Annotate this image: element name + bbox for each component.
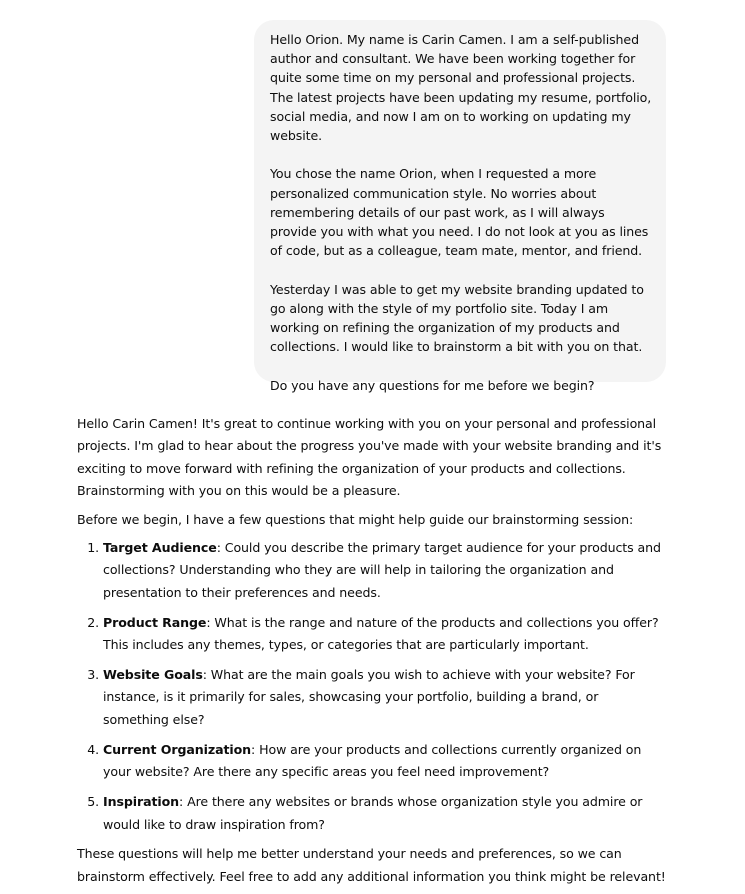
question-title: Current Organization	[103, 741, 252, 757]
assistant-intro: Hello Carin Camen! It's great to continue working with you on your personal and professional projects. I'm glad to hear about the progress you've made with your website branding and it's exciting to move forward with refining the organization of your products and collections. Brainstorming with you on this would be a pleasure.	[77, 416, 662, 499]
question-title: Website Goals	[103, 667, 203, 683]
question-text: : Are there any websites or brands whose organization style you admire or would like to draw inspiration from?	[103, 794, 643, 832]
question-text: : Could you describe the primary target audience for your products and collections? Understanding who they are will help in tailoring the organization and presentation to their preferences and needs.	[103, 540, 661, 600]
question-text: : How are your products and collections currently organized on your website? Are there any specific areas you feel need improvement?	[103, 741, 642, 780]
question-item	[103, 739, 667, 784]
question-item	[103, 537, 667, 604]
assistant-lead-in: Before we begin, I have a few questions that might help guide our brainstorming session:	[77, 511, 634, 527]
question-title: Inspiration	[103, 794, 180, 810]
user-message-bubble	[254, 20, 666, 393]
question-item	[103, 791, 667, 836]
question-title: Target Audience	[103, 540, 217, 556]
user-message-paragraph: You chose the name Orion, when I requested a more personalized communication style. No worries about remembering details of our past work, as I will always provide you with what you need. I do not look at you as lines of code, but as a colleague, team mate, mentor, and friend.	[270, 166, 649, 259]
question-text: : What are the main goals you wish to achieve with your website? For instance, is it primarily for sales, showcasing your portfolio, building a brand, or something else?	[103, 667, 635, 727]
user-message-paragraph: Do you have any questions for me before we begin?	[270, 377, 595, 393]
assistant-closing: These questions will help me better understand your needs and preferences, so we can brainstorm effectively. Feel free to add any additional information you think might be relevant!	[77, 846, 666, 884]
user-message-paragraph: Hello Orion. My name is Carin Camen. I am a self-published author and consultant. We have been working together for quite some time on my personal and professional projects. The latest projects have been updating my resume, portfolio, social media, and now I am on to working on updating my website.	[270, 32, 652, 144]
question-item	[103, 664, 667, 731]
question-item	[103, 612, 667, 657]
question-text: : What is the range and nature of the products and collections you offer? This includes any themes, types, or categories that are particularly important.	[103, 614, 659, 653]
question-title: Product Range	[103, 614, 207, 630]
assistant-message	[77, 413, 667, 894]
question-list	[77, 537, 667, 836]
user-message-paragraph: Yesterday I was able to get my website branding updated to go along with the style of my portfolio site. Today I am working on refining the organization of my products and collections. I would like to brainstorm a bit with you on that.	[270, 281, 644, 355]
